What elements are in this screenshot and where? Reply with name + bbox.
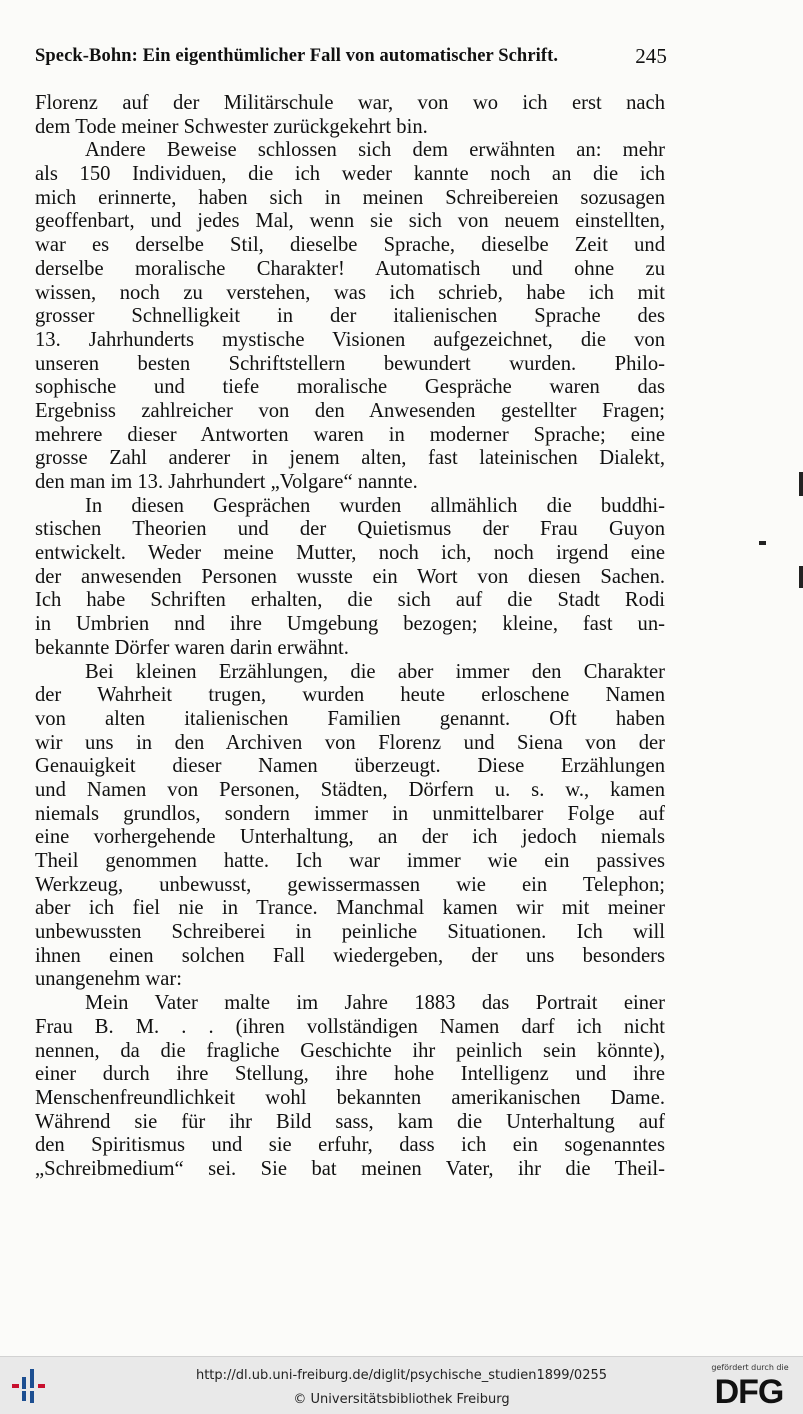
viewer-footer [0,1356,803,1414]
text-line: „Schreibmedium“ sei. Sie bat meinen Vater, ihr die Theil- [35,1157,665,1180]
text-line: eine vorhergehende Unterhaltung, an der ich jedoch niemals [35,826,665,849]
text-line: Florenz auf der Militärschule war, von wo ich erst nach [35,92,665,114]
text-line: den Spiritismus und sie erfuhr, dass ich ein sogenanntes [35,1134,665,1157]
body-text [35,92,665,1182]
copyright-notice: © Universitätsbibliothek Freiburg [293,1392,510,1407]
text-line: grosse Zahl anderer in jenem alten, fast lateinischen Dialekt, [35,447,665,470]
text-line: Frau B. M. . . (ihren vollständigen Namen darf ich nicht [35,1015,665,1038]
text-line: unbewussten Schreiberei in peinliche Situationen. Ich will [35,921,665,944]
text-line: niemals grundlos, sondern immer in unmittelbarer Folge auf [35,802,665,825]
text-line: entwickelt. Weder meine Mutter, noch ich, noch irgend eine [35,542,665,565]
text-line: nennen, da die fragliche Geschichte ihr peinlich sein könnte), [35,1039,665,1062]
text-line: Genauigkeit dieser Namen überzeugt. Diese Erzählungen [35,755,665,778]
sponsor-logo-text: DFG [714,1373,784,1411]
text-line: Theil genommen hatte. Ich war immer wie ein passives [35,850,665,872]
text-line: den man im 13. Jahrhundert „Volgare“ nannte. [35,471,418,493]
text-line: Ergebniss zahlreicher von den Anwesenden gestellter Fragen; [35,399,665,422]
text-line: Menschenfreundlichkeit wohl bekannten amerikanischen Dame. [35,1086,665,1109]
text-line: bekannte Dörfer waren darin erwähnt. [35,636,349,659]
text-line: grosser Schnelligkeit in der italienischen Sprache des [35,305,665,328]
text-line: der Wahrheit trugen, wurden heute erloschene Namen [35,684,665,707]
page-number: 245 [635,44,667,68]
text-line: Mein Vater malte im Jahre 1883 das Portrait einer [85,992,665,1015]
text-line: ihnen einen solchen Fall wiedergeben, der uns besonders [35,944,665,967]
text-line: mehrere dieser Antworten waren in moderner Sprache; eine [35,423,665,446]
text-line: wissen, noch zu verstehen, was ich schrieb, habe ich mit [35,281,665,304]
text-line: und Namen von Personen, Städten, Dörfern u. s. w., kamen [35,778,665,801]
text-line: dem Tode meiner Schwester zurückgekehrt bin. [35,115,428,138]
text-line: In diesen Gesprächen wurden allmählich die buddhi- [85,494,665,517]
text-line: als 150 Individuen, die ich weder kannte noch an die ich [35,163,665,186]
text-line: von alten italienischen Familien genannt. Oft haben [35,707,665,730]
text-line: Bei kleinen Erzählungen, die aber immer den Charakter [85,660,665,683]
dfg-logo-icon [705,1361,795,1411]
text-line: wir uns in den Archiven von Florenz und Siena von der [35,731,665,754]
text-line: einer durch ihre Stellung, ihre hohe Intelligenz und ihre [35,1063,665,1086]
text-line: geoffenbart, und jedes Mal, wenn sie sich von neuem einstellten, [35,210,665,233]
text-line: Werkzeug, unbewusst, gewissermassen wie ein Telephon; [35,873,665,896]
text-line: war es derselbe Stil, dieselbe Sprache, dieselbe Zeit und [35,234,665,257]
running-head [35,44,667,70]
running-title: Speck-Bohn: Ein eigenthümlicher Fall von automatischer Schrift. [35,46,559,66]
text-line: derselbe moralische Charakter! Automatisch und ohne zu [35,257,665,280]
scan-edge-mark [799,566,803,588]
source-url[interactable]: http://dl.ub.uni-freiburg.de/diglit/psychische_studien1899/0255 [195,1368,608,1383]
text-line: sophische und tiefe moralische Gespräche waren das [35,376,665,399]
text-line: der anwesenden Personen wusste ein Wort von diesen Sachen. [35,565,665,588]
sponsor-tagline: gefördert durch die [711,1363,789,1372]
text-line: mich erinnerte, haben sich in meinen Schreibereien sozusagen [35,186,665,209]
text-line: 13. Jahrhunderts mystische Visionen aufgezeichnet, die von [35,328,665,351]
text-line: aber ich fiel nie in Trance. Manchmal kamen wir mit meiner [35,897,665,920]
scan-edge-mark [799,472,803,496]
text-line: Während sie für ihr Bild sass, kam die Unterhaltung auf [35,1110,665,1133]
text-line: unangenehm war: [35,968,182,991]
text-line: stischen Theorien und der Quietismus der Frau Guyon [35,518,665,541]
text-line: Ich habe Schriften erhalten, die sich auf die Stadt Rodi [35,589,665,612]
scan-edge-mark [759,541,766,545]
text-line: unseren besten Schriftstellern bewundert wurden. Philo- [35,352,665,375]
text-line: in Umbrien nnd ihre Umgebung bezogen; kleine, fast un- [35,613,665,636]
text-line: Andere Beweise schlossen sich dem erwähnten an: mehr [85,139,665,162]
